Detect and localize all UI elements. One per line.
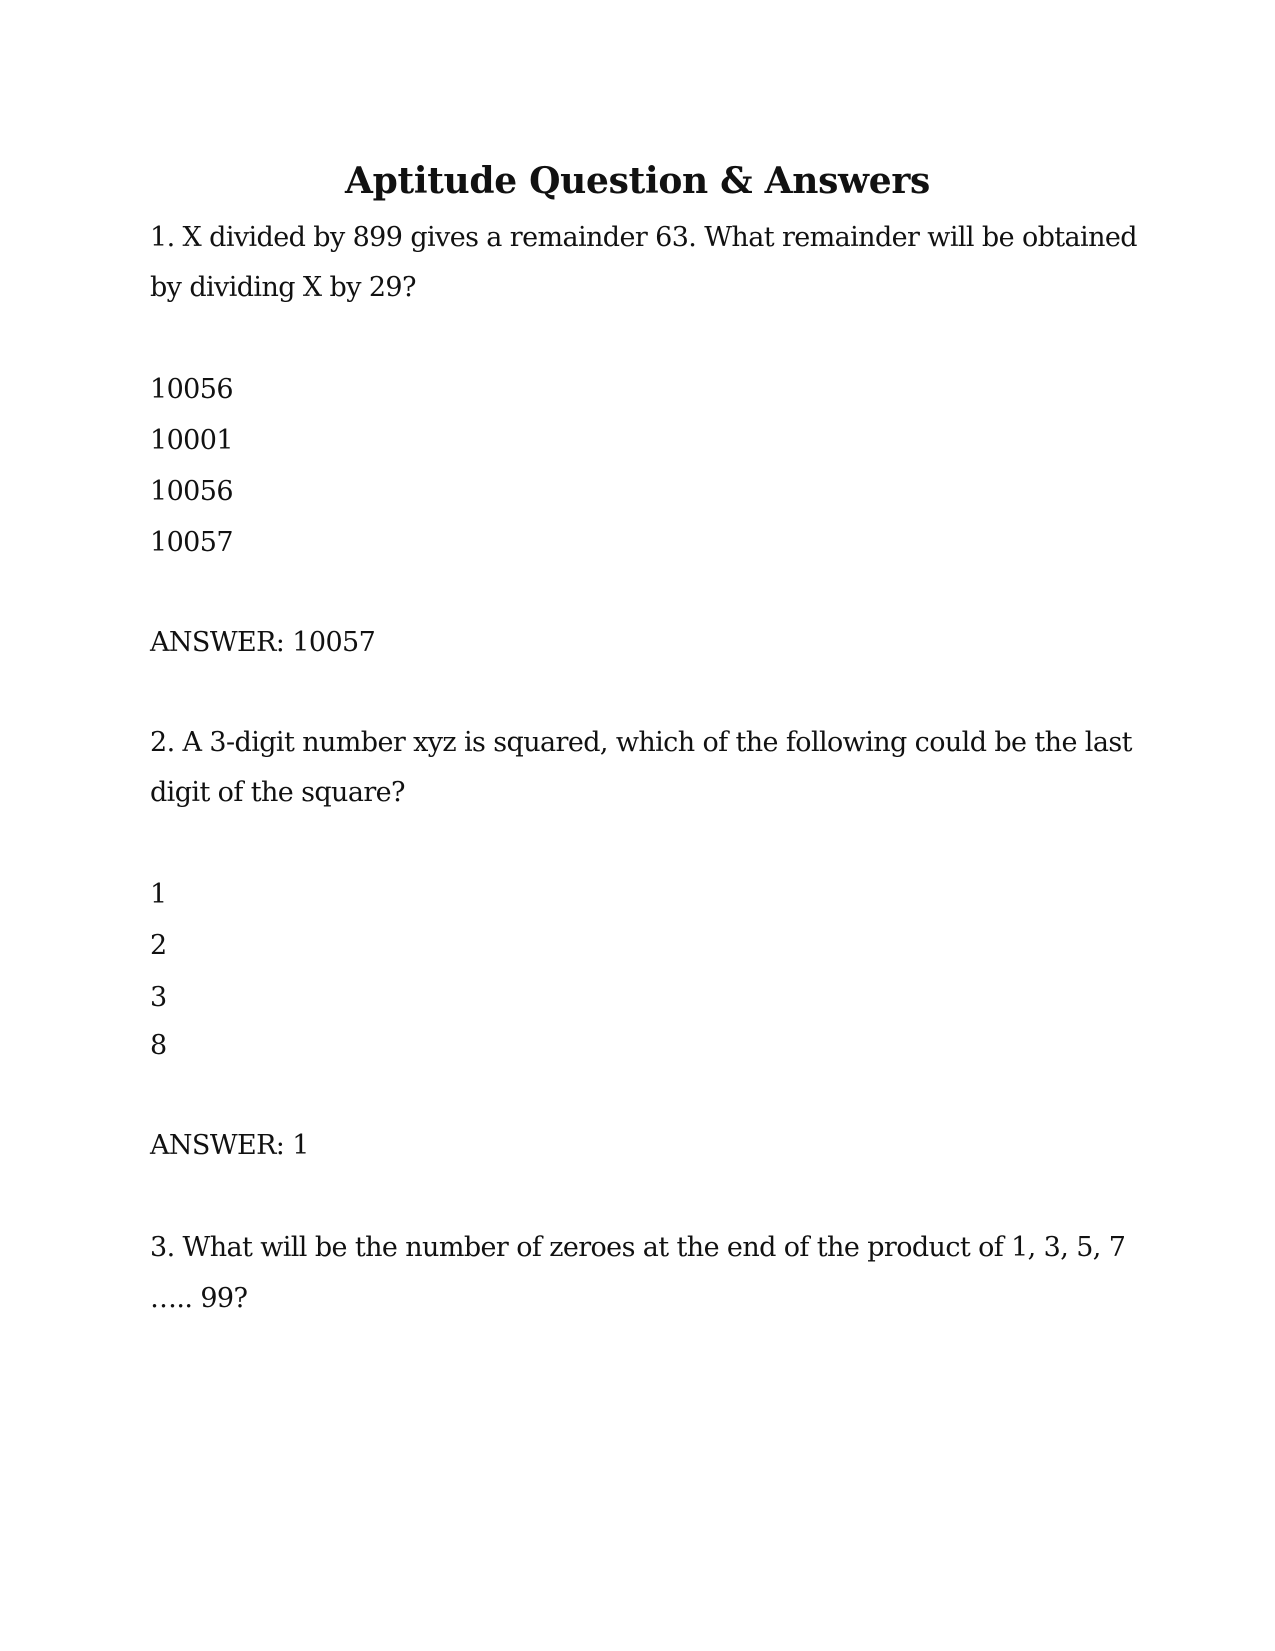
question-1-option-3: 10056 [150, 476, 233, 507]
question-3-text-line-2: ….. 99? [150, 1283, 248, 1314]
question-2-option-1: 1 [150, 879, 167, 910]
question-2-text-line-2: digit of the square? [150, 777, 405, 808]
question-2-option-4: 8 [150, 1030, 167, 1061]
question-2-option-3: 3 [150, 982, 167, 1013]
question-1-option-1: 10056 [150, 374, 233, 405]
question-2-answer: ANSWER: 1 [150, 1130, 309, 1161]
question-1-answer: ANSWER: 10057 [150, 627, 376, 658]
question-3-text-line-1: 3. What will be the number of zeroes at the end of the product of 1, 3, 5, 7 [150, 1232, 1126, 1263]
question-1-text-line-2: by dividing X by 29? [150, 272, 416, 303]
page-title: Aptitude Question & Answers [345, 160, 930, 202]
question-2-option-2: 2 [150, 930, 167, 961]
question-1-option-4: 10057 [150, 527, 233, 558]
question-1-text-line-1: 1. X divided by 899 gives a remainder 63. What remainder will be obtained [150, 222, 1137, 253]
question-2-text-line-1: 2. A 3-digit number xyz is squared, which of the following could be the last [150, 727, 1132, 758]
question-1-option-2: 10001 [150, 425, 233, 456]
